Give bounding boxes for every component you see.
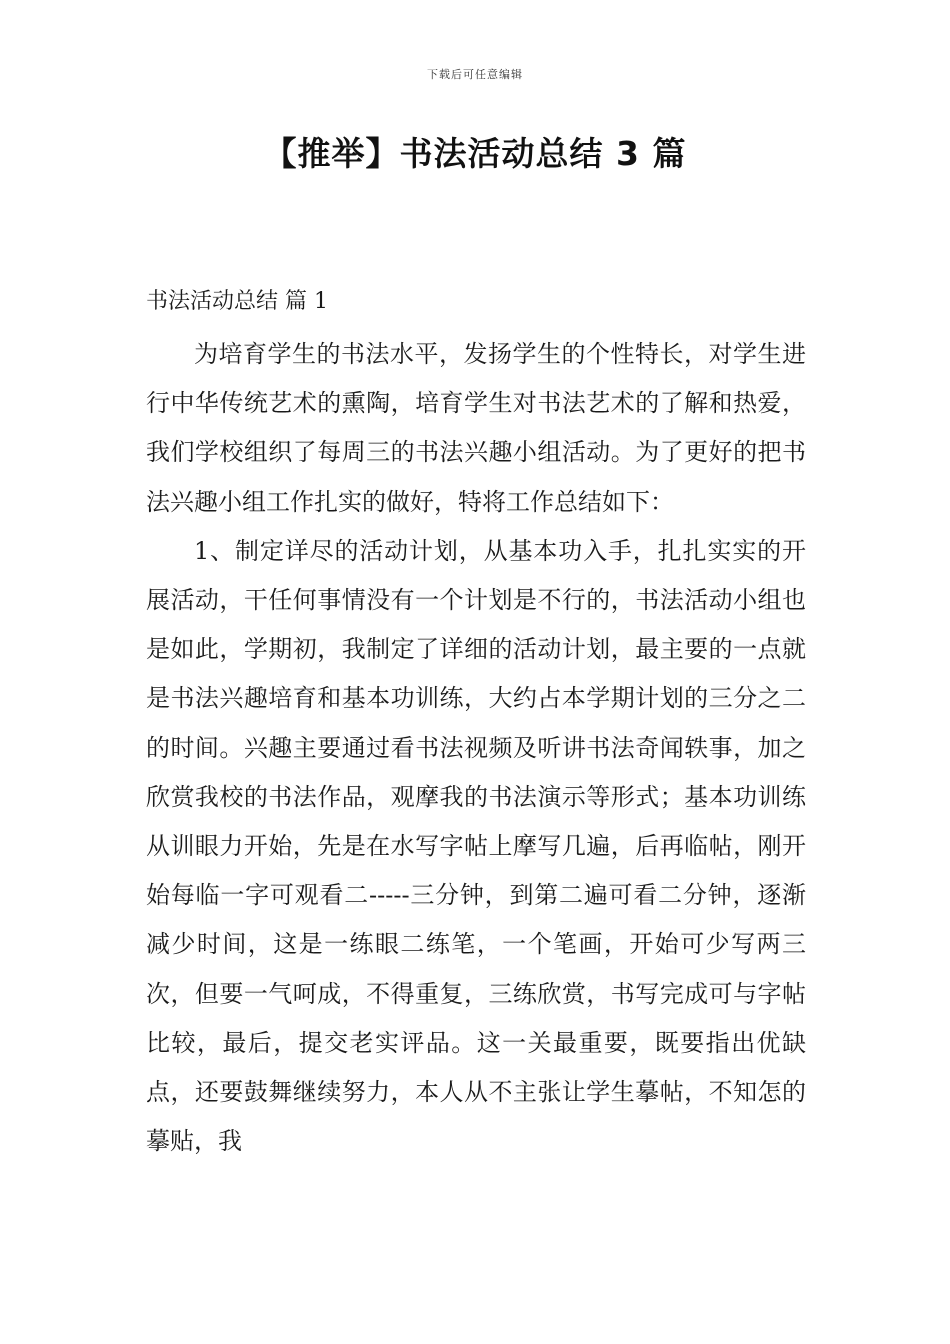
body-text (146, 330, 806, 1166)
header-note: 下载后可任意编辑 (427, 68, 523, 81)
section-heading: 书法活动总结 篇 1 (146, 289, 328, 314)
document-title: 【推举】书法活动总结 3 篇 (263, 134, 687, 173)
paragraph-item-1: 1、制定详尽的活动计划，从基本功入手，扎扎实实的开展活动，干任何事情没有一个计划是不行的，书法活动小组也是如此，学期初，我制定了详细的活动计划，最主要的一点就是书法兴趣培育和基本功训练，大约占本学期计划的三分之二的时间。兴趣主要通过看书法视频及听讲书法奇闻轶事，加之欣赏我校的书法作品，观摩我的书法演示等形式；基本功训练从训眼力开始，先是在水写字帖上摩写几遍，后再临帖，刚开始每临一字可观看二-----三分钟，到第二遍可看二分钟，逐渐减少时间，这是一练眼二练笔，一个笔画，开始可少写两三次，但要一气呵成，不得重复，三练欣赏，书写完成可与字帖比较，最后，提交老实评品。这一关最重要，既要指出优缺点，还要鼓舞继续努力，本人从不主张让学生摹帖，不知怎的摹贴，我 (146, 536, 806, 1156)
paragraph-intro: 为培育学生的书法水平，发扬学生的个性特长，对学生进行中华传统艺术的熏陶，培育学生对书法艺术的了解和热爱，我们学校组织了每周三的书法兴趣小组活动。为了更好的把书法兴趣小组工作扎实的做好，特将工作总结如下： (146, 340, 806, 516)
